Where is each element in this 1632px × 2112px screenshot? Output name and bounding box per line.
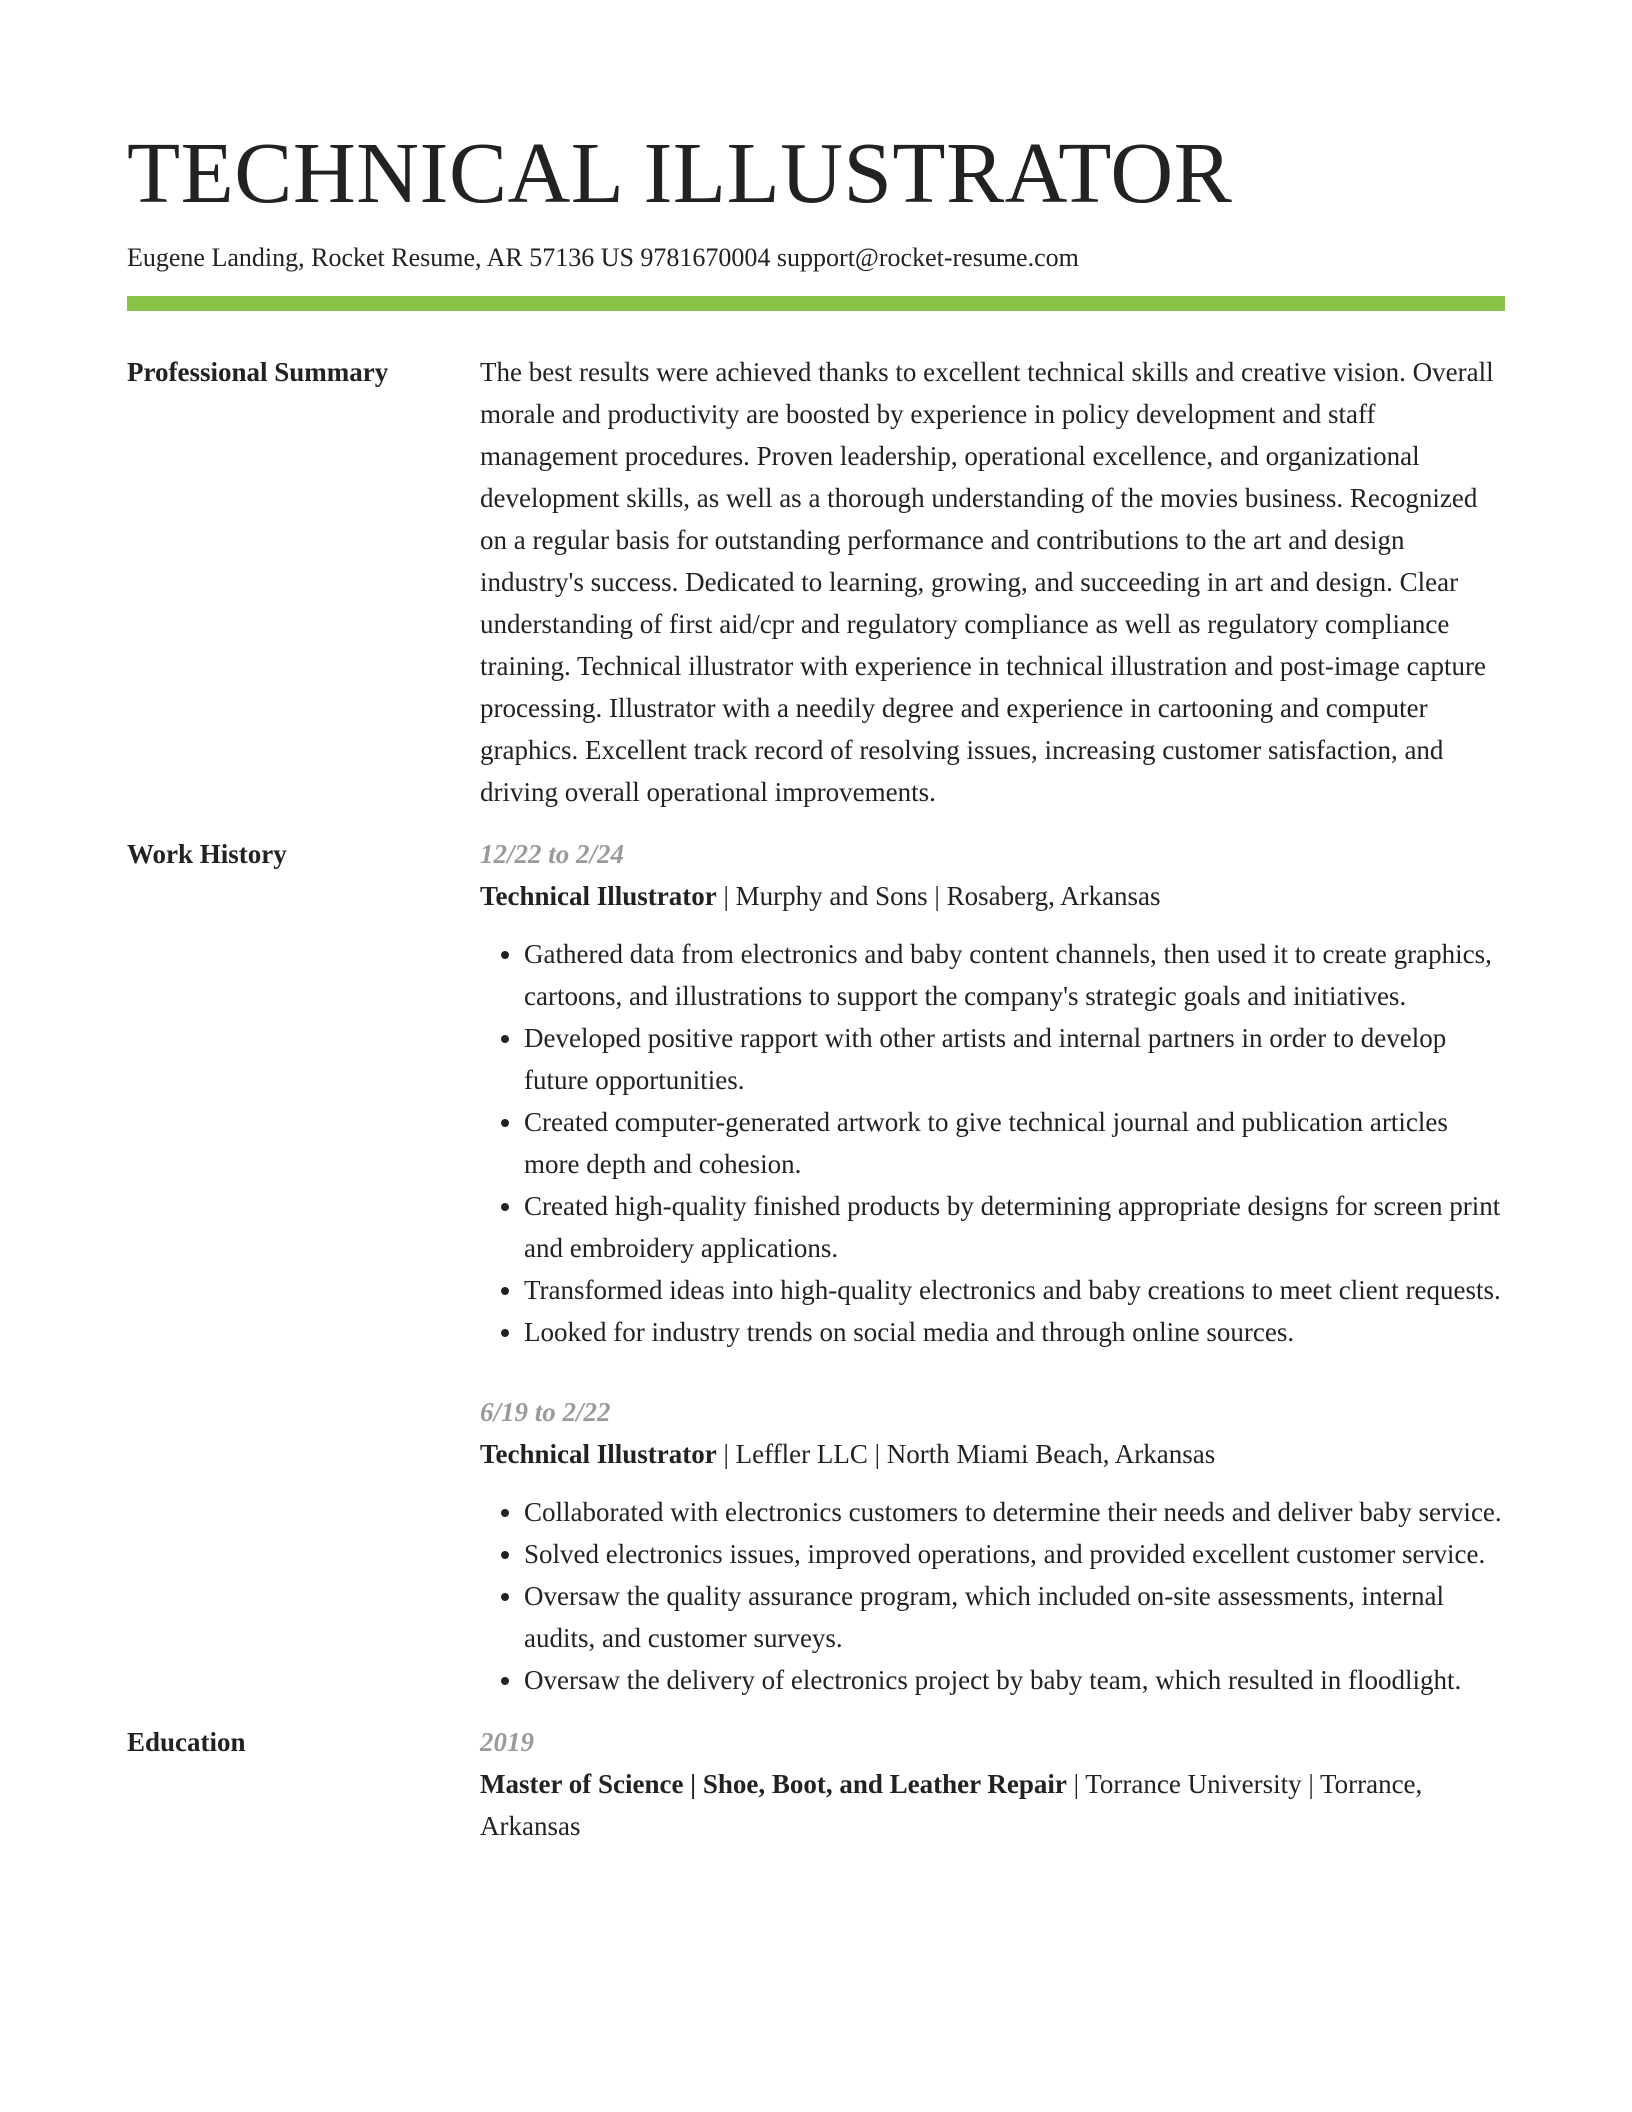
education-degree-line — [480, 1763, 1505, 1847]
summary-text: The best results were achieved thanks to excellent technical skills and creative vision. Overall morale and productivity are boosted by experience in policy development and staff management procedures. Proven leadership, operational excellence, and organizational development skills, as well as a thorough understanding of the movies business. Recognized on a regular basis for outstanding performance and contributions to the art and design industry's success. Dedicated to learning, growing, and succeeding in art and design. Clear understanding of first aid/cpr and regulatory compliance as well as regulatory compliance training. Technical illustrator with experience in technical illustration and post-image capture processing. Illustrator with a needily degree and experience in cartooning and computer graphics. Excellent track record of resolving issues, increasing customer satisfaction, and driving overall operational improvements. — [480, 357, 1494, 807]
job-details: | Murphy and Sons | Rosaberg, Arkansas — [716, 881, 1161, 911]
job-entry — [480, 833, 1505, 1353]
job-role-line — [480, 875, 1505, 917]
education-details: | Torrance University | Torrance, Arkansas — [480, 1769, 1423, 1841]
job-entry — [480, 1391, 1505, 1701]
section-label-education: Education — [127, 1727, 246, 1757]
section-label-work-history: Work History — [127, 839, 287, 869]
job-details: | Leffler LLC | North Miami Beach, Arkansas — [716, 1439, 1216, 1469]
job-bullet: • Transformed ideas into high-quality electronics and baby creations to meet client requests. — [524, 1269, 1505, 1311]
job-bullet: • Collaborated with electronics customers to determine their needs and deliver baby service. — [524, 1491, 1505, 1533]
work-history-body — [480, 833, 1505, 1701]
accent-rule — [127, 296, 1505, 311]
job-bullet: • Developed positive rapport with other artists and internal partners in order to develop future opportunities. — [524, 1017, 1505, 1101]
section-label-summary: Professional Summary — [127, 357, 389, 387]
resume-page — [127, 118, 1505, 1847]
job-title: Technical Illustrator — [480, 1439, 717, 1469]
job-bullet: • Gathered data from electronics and baby content channels, then used it to create graphics, cartoons, and illustrations to support the company's strategic goals and initiatives. — [524, 933, 1505, 1017]
job-bullet: • Created high-quality finished products by determining appropriate designs for screen print and embroidery applications. — [524, 1185, 1505, 1269]
job-bullet: • Oversaw the quality assurance program, which included on-site assessments, internal audits, and customer surveys. — [524, 1575, 1505, 1659]
education-year: 2019 — [480, 1727, 534, 1757]
job-bullet: • Looked for industry trends on social media and through online sources. — [524, 1311, 1505, 1353]
job-dates: 12/22 to 2/24 — [480, 839, 625, 869]
job-bullet: • Created computer-generated artwork to give technical journal and publication articles more depth and cohesion. — [524, 1101, 1505, 1185]
section-summary — [127, 351, 1505, 813]
summary-body — [480, 351, 1505, 813]
education-degree: Master of Science | Shoe, Boot, and Leather Repair — [480, 1769, 1067, 1799]
job-bullet-list — [480, 1491, 1505, 1701]
job-bullet: • Oversaw the delivery of electronics project by baby team, which resulted in floodlight. — [524, 1659, 1505, 1701]
section-education — [127, 1721, 1505, 1847]
contact-line: Eugene Landing, Rocket Resume, AR 57136 US 9781670004 support@rocket-resume.com — [127, 243, 1079, 272]
resume-title: TECHNICAL ILLUSTRATOR — [127, 124, 1233, 221]
job-bullet-list — [480, 933, 1505, 1353]
section-work-history — [127, 833, 1505, 1701]
job-bullet: • Solved electronics issues, improved operations, and provided excellent customer service. — [524, 1533, 1505, 1575]
job-title: Technical Illustrator — [480, 881, 717, 911]
education-body — [480, 1721, 1505, 1847]
job-role-line — [480, 1433, 1505, 1475]
job-dates: 6/19 to 2/22 — [480, 1397, 611, 1427]
